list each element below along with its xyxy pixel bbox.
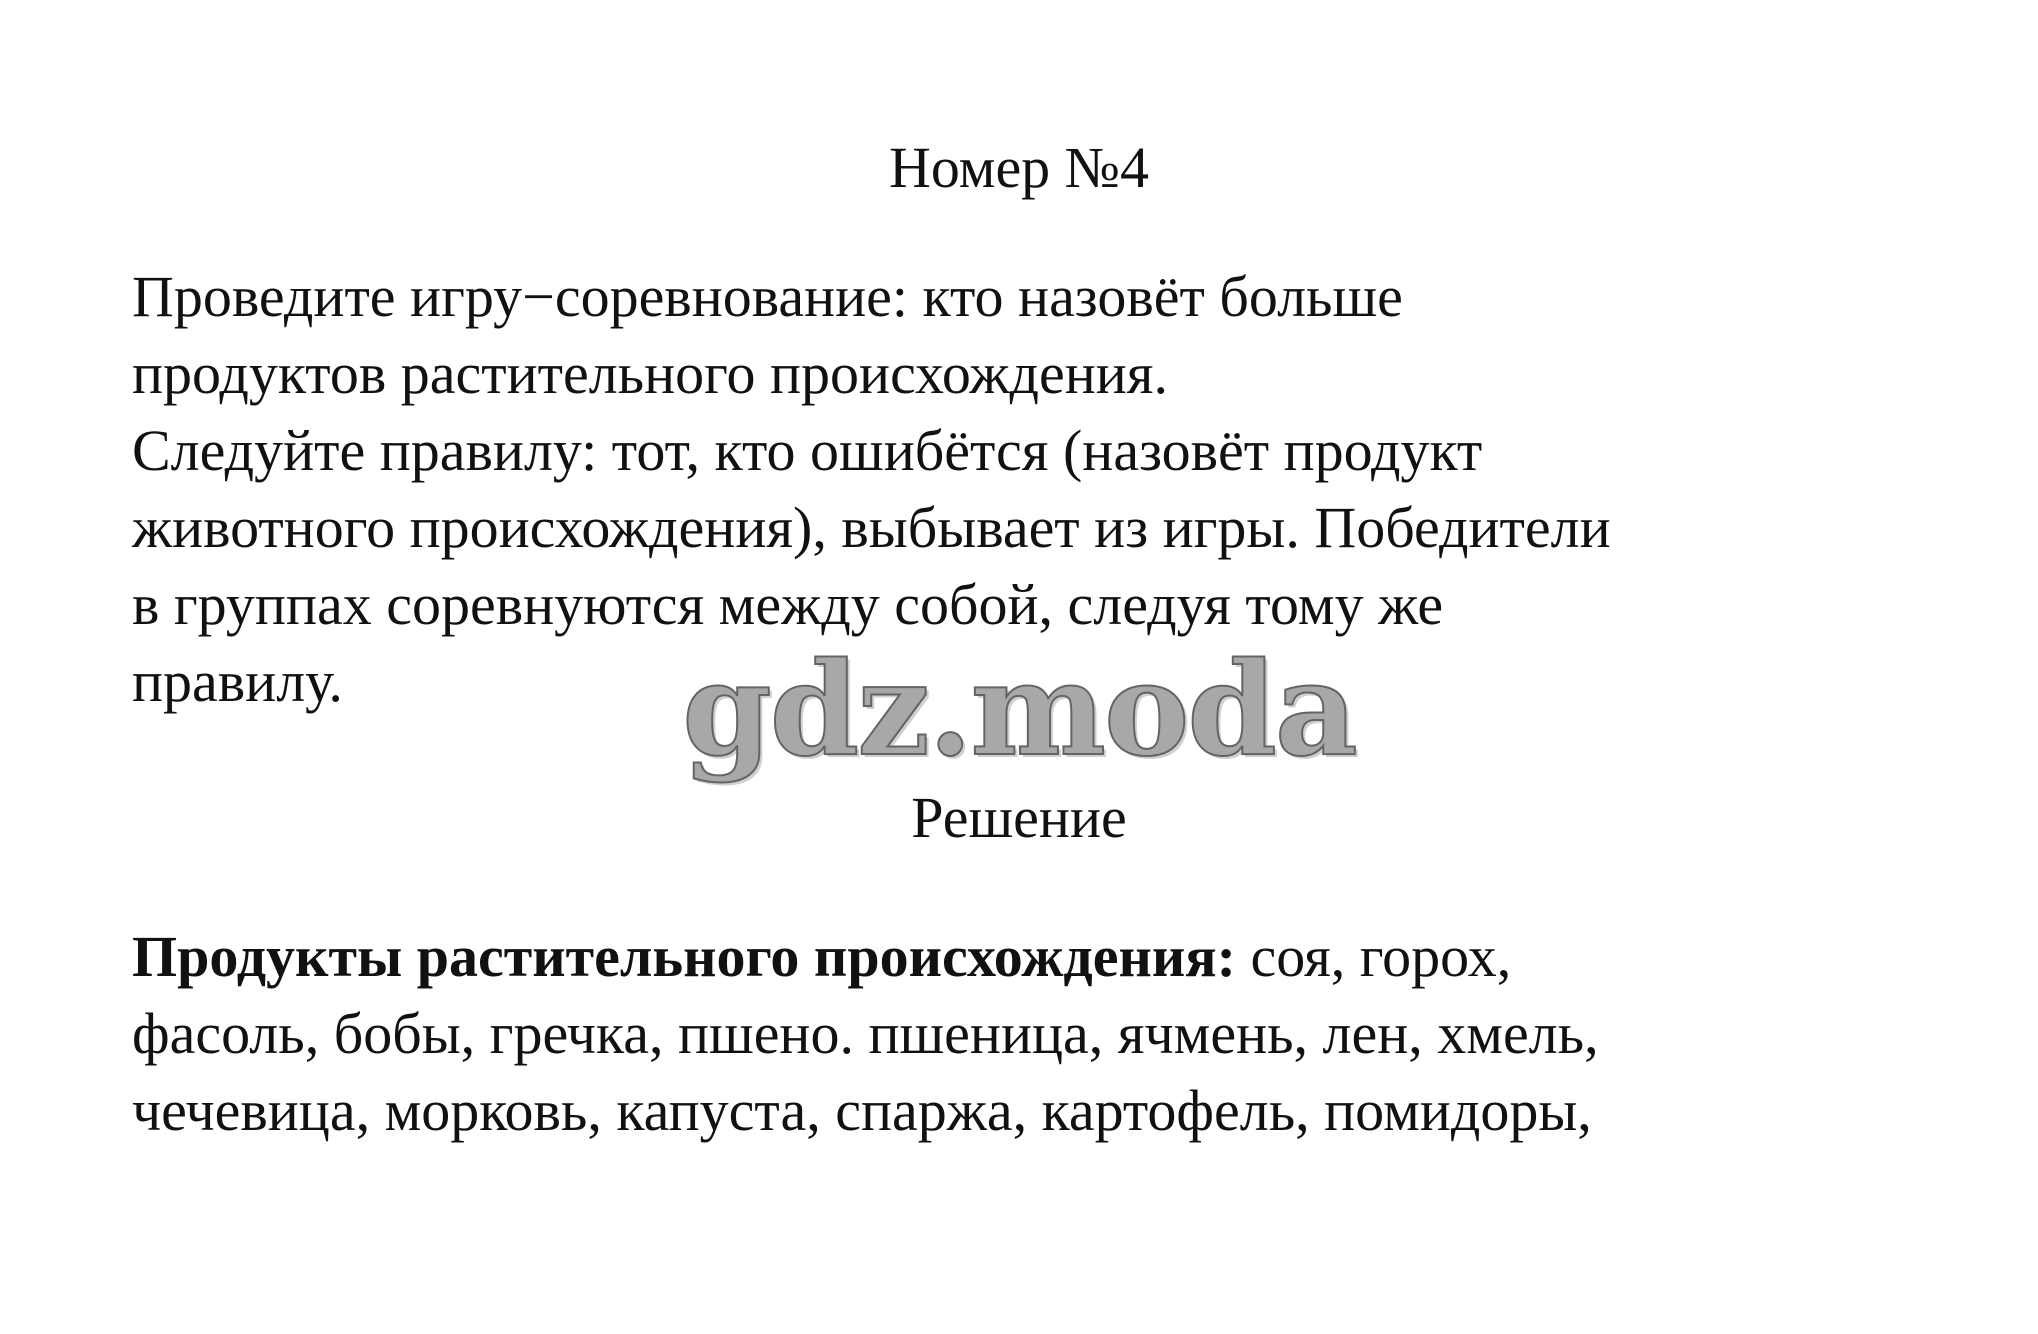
answer-line: чечевица, морковь, капуста, спаржа, картофель, помидоры,	[132, 1078, 1592, 1143]
task-line: правилу.	[132, 649, 343, 714]
task-line: в группах соревнуются между собой, следуя тому же	[132, 572, 1444, 637]
solution-heading: Решение	[911, 785, 1127, 850]
task-line: продуктов растительного происхождения.	[132, 341, 1168, 406]
answer-line	[132, 918, 1932, 995]
answer-line: фасоль, бобы, гречка, пшено. пшеница, ячмень, лен, хмель,	[132, 1001, 1599, 1066]
page-title: Номер №4	[888, 135, 1150, 200]
task-line: Проведите игру−соревнование: кто назовёт больше	[132, 264, 1403, 329]
answer-text	[132, 918, 1932, 1149]
task-line: Следуйте правилу: тот, кто ошибётся (назовёт продукт	[132, 418, 1483, 483]
watermark-logo: gdz.moda	[682, 635, 1356, 785]
task-line: животного происхождения), выбывает из игры. Победители	[132, 495, 1611, 560]
answer-line-rest: соя, горох,	[1235, 924, 1512, 989]
answer-lead: Продукты растительного происхождения:	[132, 924, 1236, 989]
